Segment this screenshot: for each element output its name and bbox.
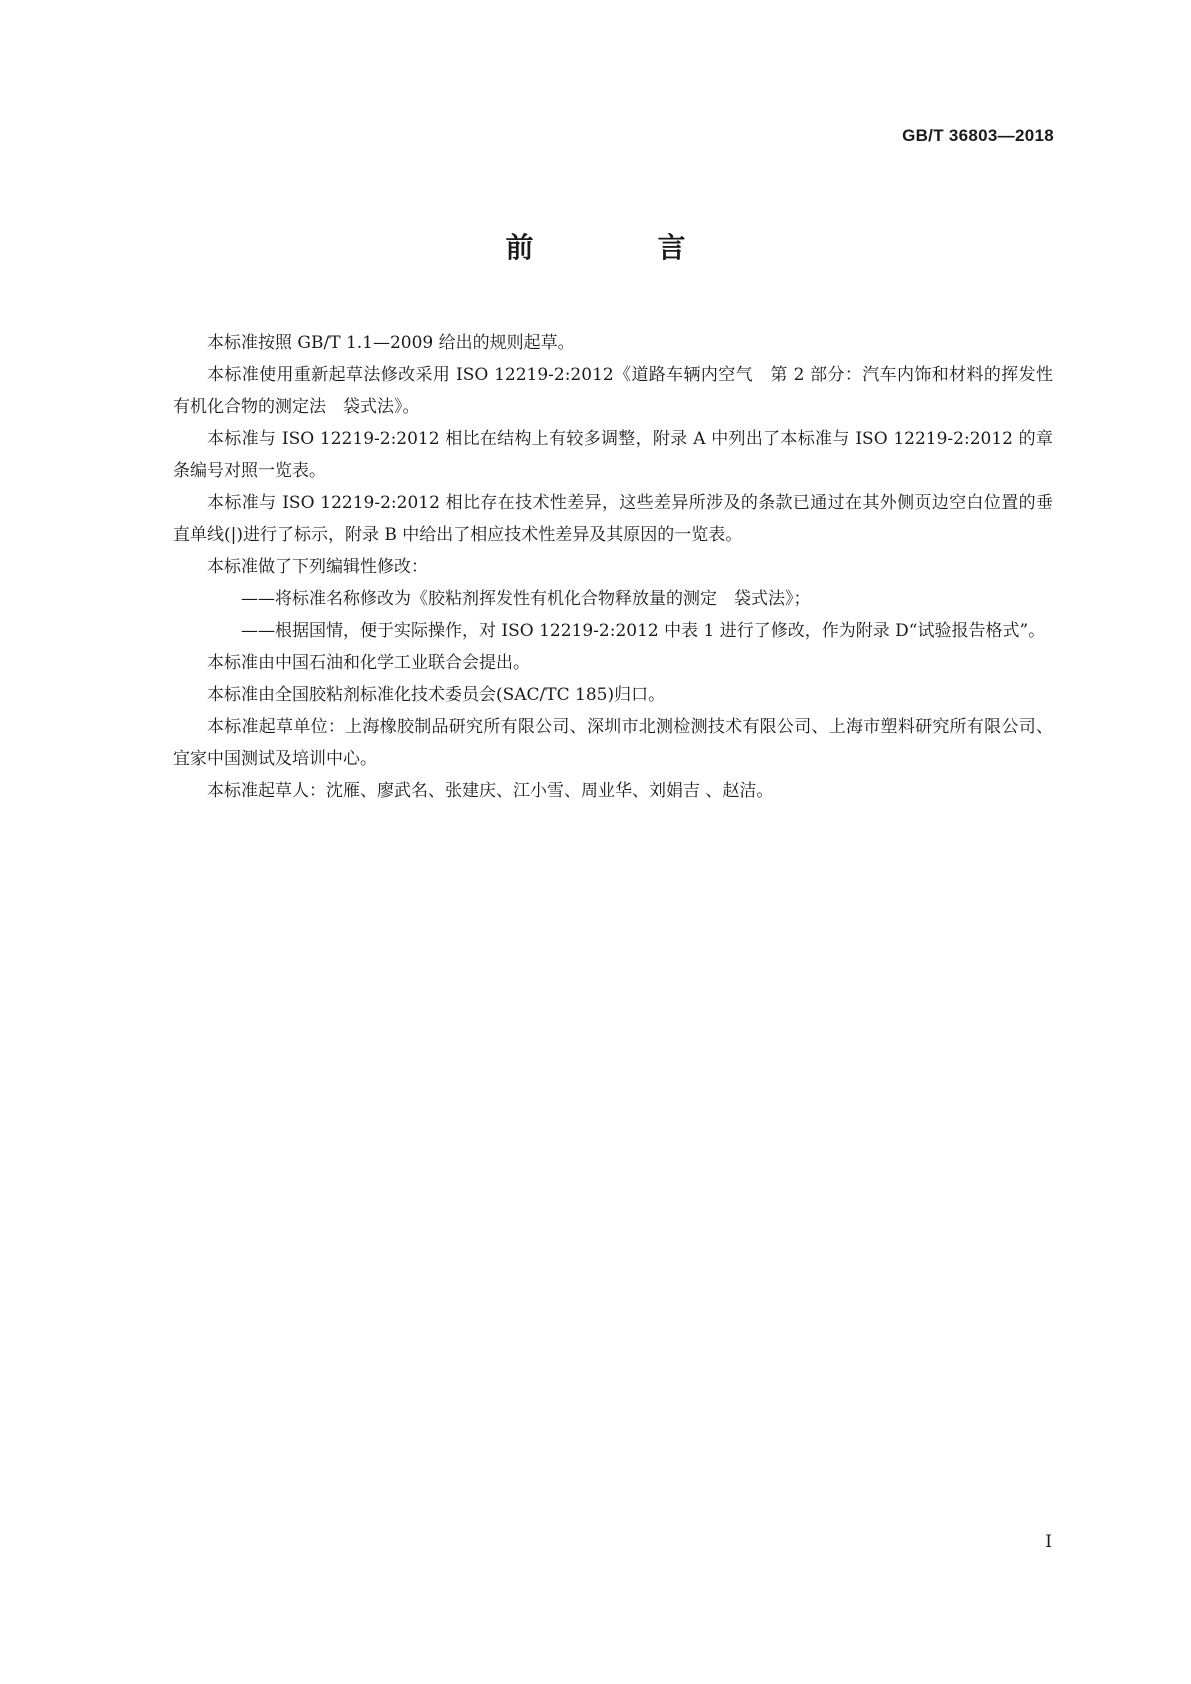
page-number: I	[1045, 1532, 1052, 1552]
list-item-text: 将标准名称修改为《胶粘剂挥发性有机化合物释放量的测定 袋式法》；	[275, 589, 811, 609]
list-item-text: 根据国情，便于实际操作，对 ISO 12219-2:2012 中表 1 进行了修改，作为附录 D“试验报告格式”。	[275, 621, 1046, 641]
paragraph-structure-changes: 本标准与 ISO 12219-2:2012 相比在结构上有较多调整，附录 A 中列出了本标准与 ISO 12219-2:2012 的章条编号对照一览表。	[173, 429, 1053, 481]
paragraph-committee: 本标准由全国胶粘剂标准化技术委员会(SAC/TC 185)归口。	[207, 685, 666, 705]
paragraph-drafting-rules: 本标准按照 GB/T 1.1—2009 给出的规则起草。	[207, 333, 575, 353]
paragraph-editorial-changes: 本标准做了下列编辑性修改：	[207, 557, 428, 577]
paragraph-technical-deviations: 本标准与 ISO 12219-2:2012 相比存在技术性差异，这些差异所涉及的条款已通过在其外侧页边空白位置的垂直单线(|)进行了标示，附录 B 中给出了相应技术性差异及其原因的一览表。	[173, 493, 1053, 545]
paragraph-proposer: 本标准由中国石油和化学工业联合会提出。	[207, 653, 530, 673]
paragraph-drafting-units: 本标准起草单位：上海橡胶制品研究所有限公司、深圳市北测检测技术有限公司、上海市塑料研究所有限公司、宜家中国测试及培训中心。	[173, 717, 1053, 769]
list-dash: ——	[241, 621, 275, 641]
list-item	[207, 583, 1053, 615]
list-item	[207, 615, 1053, 647]
standard-code: GB/T 36803—2018	[902, 126, 1054, 145]
list-dash: ——	[241, 589, 275, 609]
page-title: 前 言	[505, 231, 734, 264]
paragraph-adoption: 本标准使用重新起草法修改采用 ISO 12219-2:2012《道路车辆内空气 第 2 部分：汽车内饰和材料的挥发性有机化合物的测定法 袋式法》。	[173, 365, 1053, 417]
paragraph-drafters: 本标准起草人：沈雁、廖武名、张建庆、江小雪、周业华、刘娟吉 、赵洁。	[207, 781, 774, 801]
foreword-body	[173, 327, 1053, 807]
